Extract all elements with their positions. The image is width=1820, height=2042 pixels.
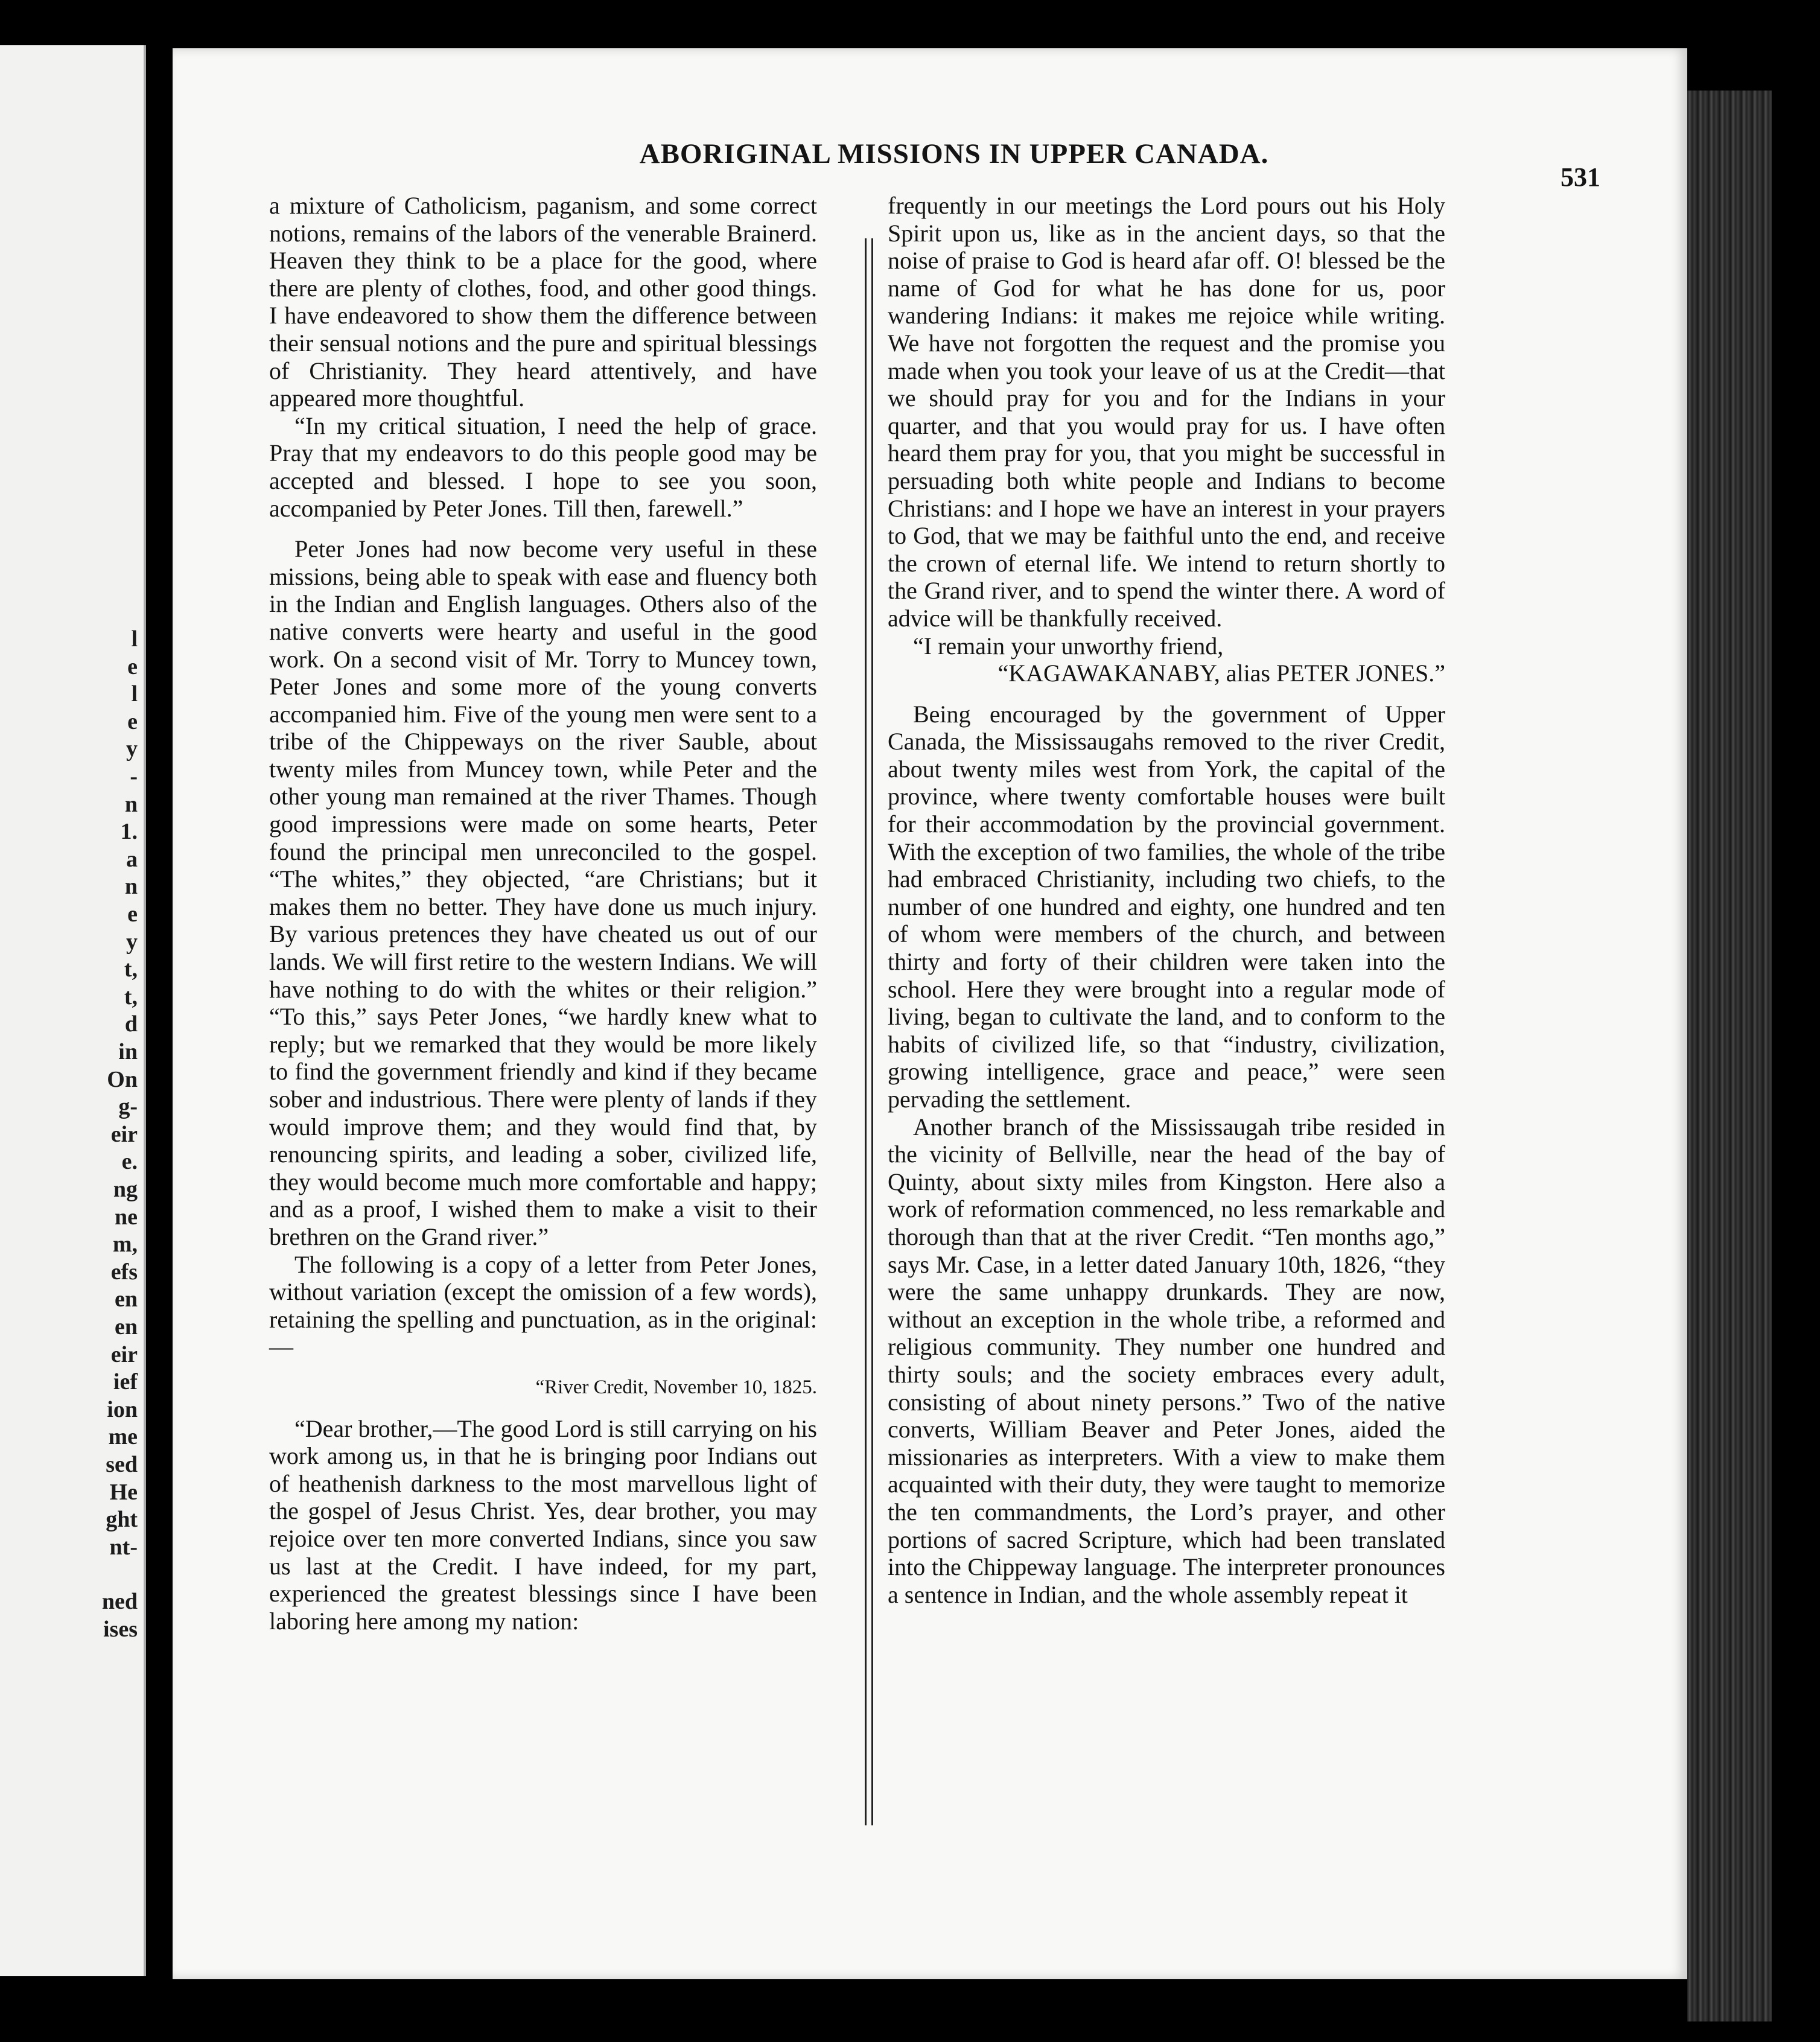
facing-page-line-end: ne	[115, 1204, 138, 1230]
facing-page-line-end: in	[118, 1039, 138, 1064]
facing-page-line-end: ief	[113, 1369, 138, 1395]
paragraph: frequently in our meetings the Lord pours out his Holy Spirit upon us, like as in the ancient days, so that the noise of praise to God is heard afar off. O! blessed be the name of God for what he has done for us, poor wandering Indians: it makes me rejoice while writing. We have not forgotten the request and the promise you made when you took your leave of us at the Credit—that we should pray for you and for the Indians in your quarter, and that you would pray for us. I have often heard them pray for you, that you might be successful in persuading both white people and Indians to become Christians: and I hope we have an interest in your prayers to God, that we may be faithful unto the end, and receive the crown of eternal life. We intend to return shortly to the Grand river, and to spend the winter there. A word of advice will be thankfully received.	[888, 192, 1445, 632]
facing-page-line-end: n	[124, 874, 138, 900]
facing-page-line-end: l	[131, 626, 138, 652]
paragraph: “Dear brother,—The good Lord is still carrying on his work among us, in that he is bringing poor Indians out of heathenish darkness to the most marvellous light of the gospel of Jesus Christ. Yes, dear brother, you may rejoice over ten more converted Indians, since you saw us last at the Credit. I have indeed, for my part, experienced the greatest blessings since I have been laboring here among my nation:	[269, 1414, 817, 1635]
facing-page-line-end: n	[124, 791, 138, 817]
facing-page-fragment	[0, 45, 146, 1976]
facing-page-line-end: ises	[103, 1617, 138, 1642]
paragraph: The following is a copy of a letter from Peter Jones, without variation (except the omission of a few words), retaining the spelling and punctuation, as in the original:—	[269, 1250, 817, 1361]
facing-page-line-end: On	[107, 1066, 138, 1092]
facing-page-line-end: He	[109, 1479, 138, 1505]
letter-closing: “I remain your unworthy friend,	[913, 632, 1224, 660]
letter-dateline: “River Credit, November 10, 1825.	[535, 1376, 817, 1398]
right-column	[888, 192, 1445, 1608]
facing-page-line-end: g-	[118, 1094, 138, 1120]
facing-page-line-end: en	[115, 1314, 138, 1340]
facing-page-line-end: eir	[110, 1341, 138, 1367]
facing-page-line-end: e	[127, 902, 138, 927]
facing-page-line-end: y	[126, 736, 138, 762]
paragraph: Being encouraged by the government of Upper Canada, the Mississaugahs removed to the river Credit, about twenty miles west from York, the capital of the province, where twenty comfortable houses were built for their accommodation by the provincial government. With the exception of two families, the whole of the tribe had embraced Christianity, including two chiefs, to the number of one hundred and eighty, one hundred and ten of whom were members of the church, and between thirty and forty of their children were taken into the school. Here they were brought into a regular mode of living, began to cultivate the land, and to conform to the habits of civilized life, so that “industry, civilization, growing intelligence, grace and peace,” were seen pervading the settlement.	[888, 700, 1445, 1113]
facing-page-line-end: ion	[107, 1396, 138, 1422]
facing-page-line-end: t,	[124, 956, 138, 982]
running-head: ABORIGINAL MISSIONS IN UPPER CANADA.	[639, 138, 1269, 170]
facing-page-line-end: l	[131, 681, 138, 707]
paragraph: “In my critical situation, I need the help of grace. Pray that my endeavors to do this people good may be accepted and blessed. I hope to see you soon, accompanied by Peter Jones. Till then, farewell.”	[269, 412, 817, 522]
facing-page-line-end: e.	[121, 1149, 138, 1175]
letter-signature: “KAGAWAKANABY, alias PETER JONES.”	[998, 660, 1445, 687]
facing-page-line-end: eir	[110, 1121, 138, 1147]
facing-page-line-end: en	[115, 1287, 138, 1312]
left-column	[269, 192, 817, 1635]
facing-page-line-end: y	[126, 929, 138, 955]
facing-page-line-end: e	[127, 654, 138, 679]
paragraph: Another branch of the Mississaugah tribe resided in the vicinity of Bellville, near the head of the bay of Quinty, about sixty miles from Kingston. Here also a work of reformation commenced, no less remarkable and thorough than that at the river Credit. “Ten months ago,” says Mr. Case, in a letter dated January 10th, 1826, “they were the same unhappy drunkards. They are now, without an exception in the whole tribe, a reformed and religious community. They number one hundred and thirty souls; and the society embraces every adult, consisting of about ninety persons.” Two of the native converts, William Beaver and Peter Jones, aided the missionaries as interpreters. With a view to make them acquainted with their duty, they were taught to memorize the ten commandments, the Lord’s prayer, and other portions of sacred Scripture, which had been translated into the Chippeway language. The interpreter pronounces a sentence in Indian, and the whole assembly repeat it	[888, 1113, 1445, 1608]
paragraph: a mixture of Catholicism, paganism, and some correct notions, remains of the labors of the venerable Brainerd. Heaven they think to be a place for the good, where there are plenty of clothes, food, and other good things. I have endeavored to show them the difference between their sensual notions and the pure and spiritual blessings of Christianity. They heard attentively, and have appeared more thoughtful.	[269, 192, 817, 412]
facing-page-line-end: a	[126, 846, 138, 872]
page-edge-shadow	[1687, 91, 1772, 2021]
facing-page-line-end: ght	[106, 1507, 138, 1533]
facing-page-line-end: ned	[101, 1589, 138, 1615]
page-number: 531	[1561, 162, 1600, 192]
facing-page-line-end: e	[127, 708, 138, 734]
facing-page-line-end: sed	[106, 1452, 138, 1477]
facing-page-line-end: -	[130, 764, 138, 789]
facing-page-line-end: d	[124, 1011, 138, 1037]
facing-page-line-end: efs	[110, 1259, 138, 1285]
facing-page-line-end: ng	[113, 1177, 138, 1202]
facing-page-line-end: 1.	[120, 819, 138, 845]
facing-page-line-end: t,	[124, 984, 138, 1010]
paragraph: Peter Jones had now become very useful in these missions, being able to speak with ease and fluency both in the Indian and English languages. Others also of the native converts were hearty and useful in the good work. On a second visit of Mr. Torry to Muncey town, Peter Jones and some more of the young converts accompanied him. Five of the young men were sent to a tribe of the Chippeways on the river Sauble, about twenty miles from Muncey town, while Peter and the other young man remained at the river Thames. Though good impressions were made on some hearts, Peter found the principal men unreconciled to the gospel. “The whites,” they objected, “are Christians; but it makes them no better. They have done us much injury. By various pretences they have cheated us out of our lands. We will first retire to the western Indians. We will have nothing to do with the whites or their religion.” “To this,” says Peter Jones, “we hardly knew what to reply; but we remarked that they would be more likely to find the government friendly and kind if they became sober and industrious. There were plenty of lands if they would improve them; and they would find that, by renouncing spirits, and leading a sober, civilized life, they would become much more comfortable and happy; and as a proof, I wished them to make a visit to their brethren on the Grand river.”	[269, 535, 817, 1250]
book-page	[173, 48, 1687, 1979]
facing-page-line-end: me	[108, 1424, 138, 1450]
facing-page-line-end: nt-	[109, 1534, 138, 1560]
facing-page-line-end: m,	[112, 1232, 138, 1258]
column-rule	[865, 238, 873, 1825]
